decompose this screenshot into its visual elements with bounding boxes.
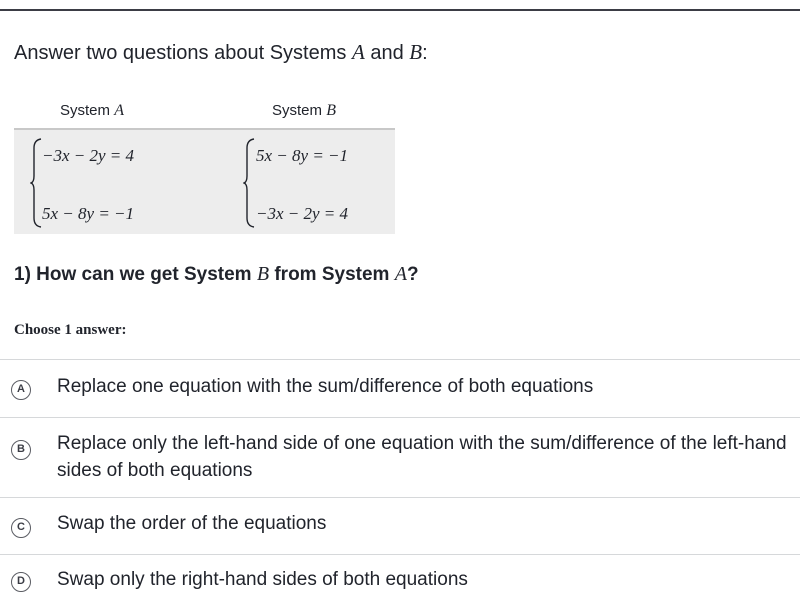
systems-table (14, 128, 395, 234)
answer-option-d[interactable] (0, 554, 800, 612)
system-b-equation-1: 5x − 8y = −1 (256, 146, 349, 165)
answer-letter-d-icon: D (11, 572, 31, 592)
question-middle: from System (274, 264, 390, 285)
question-prefix: 1) How can we get System (14, 264, 252, 285)
answer-letter-c-icon: C (11, 518, 31, 538)
system-a-equation-1: −3x − 2y = 4 (42, 146, 135, 165)
intro-text (14, 40, 428, 65)
intro-and: and (370, 42, 404, 64)
system-a-equation-2: 5x − 8y = −1 (42, 204, 135, 223)
system-b-brace (243, 138, 255, 228)
system-a-brace (30, 138, 42, 228)
system-b-label: System (272, 102, 323, 119)
answer-letter-a-icon: A (11, 380, 31, 400)
system-a-header (60, 102, 124, 120)
question-suffix: ? (406, 264, 419, 285)
top-rule (0, 9, 800, 11)
system-b-header (272, 102, 336, 120)
answer-option-b[interactable] (0, 417, 800, 497)
answer-text-a: Replace one equation with the sum/difference of both equations (57, 376, 594, 397)
answer-list (0, 359, 800, 612)
intro-suffix: : (422, 42, 428, 64)
question-var-b: B (256, 263, 270, 285)
system-a-var: A (114, 102, 124, 119)
answer-option-a[interactable] (0, 359, 800, 417)
question-var-a: A (394, 263, 407, 285)
answer-text-d: Swap only the right-hand sides of both equations (57, 569, 468, 590)
answer-option-c[interactable] (0, 497, 800, 554)
question-title (14, 263, 419, 286)
system-b-var: B (326, 102, 336, 119)
answer-letter-b-icon: B (11, 440, 31, 460)
answer-text-b: Replace only the left-hand side of one equation with the sum/difference of the left-hand sides of both equations (57, 433, 787, 481)
answer-text-c: Swap the order of the equations (57, 513, 327, 534)
intro-var-a: A (351, 40, 365, 64)
intro-var-b: B (409, 40, 423, 64)
choose-label: Choose 1 answer: (14, 322, 127, 338)
system-a-label: System (60, 102, 111, 119)
intro-prefix: Answer two questions about Systems (14, 42, 347, 64)
system-b-equation-2: −3x − 2y = 4 (256, 204, 349, 223)
